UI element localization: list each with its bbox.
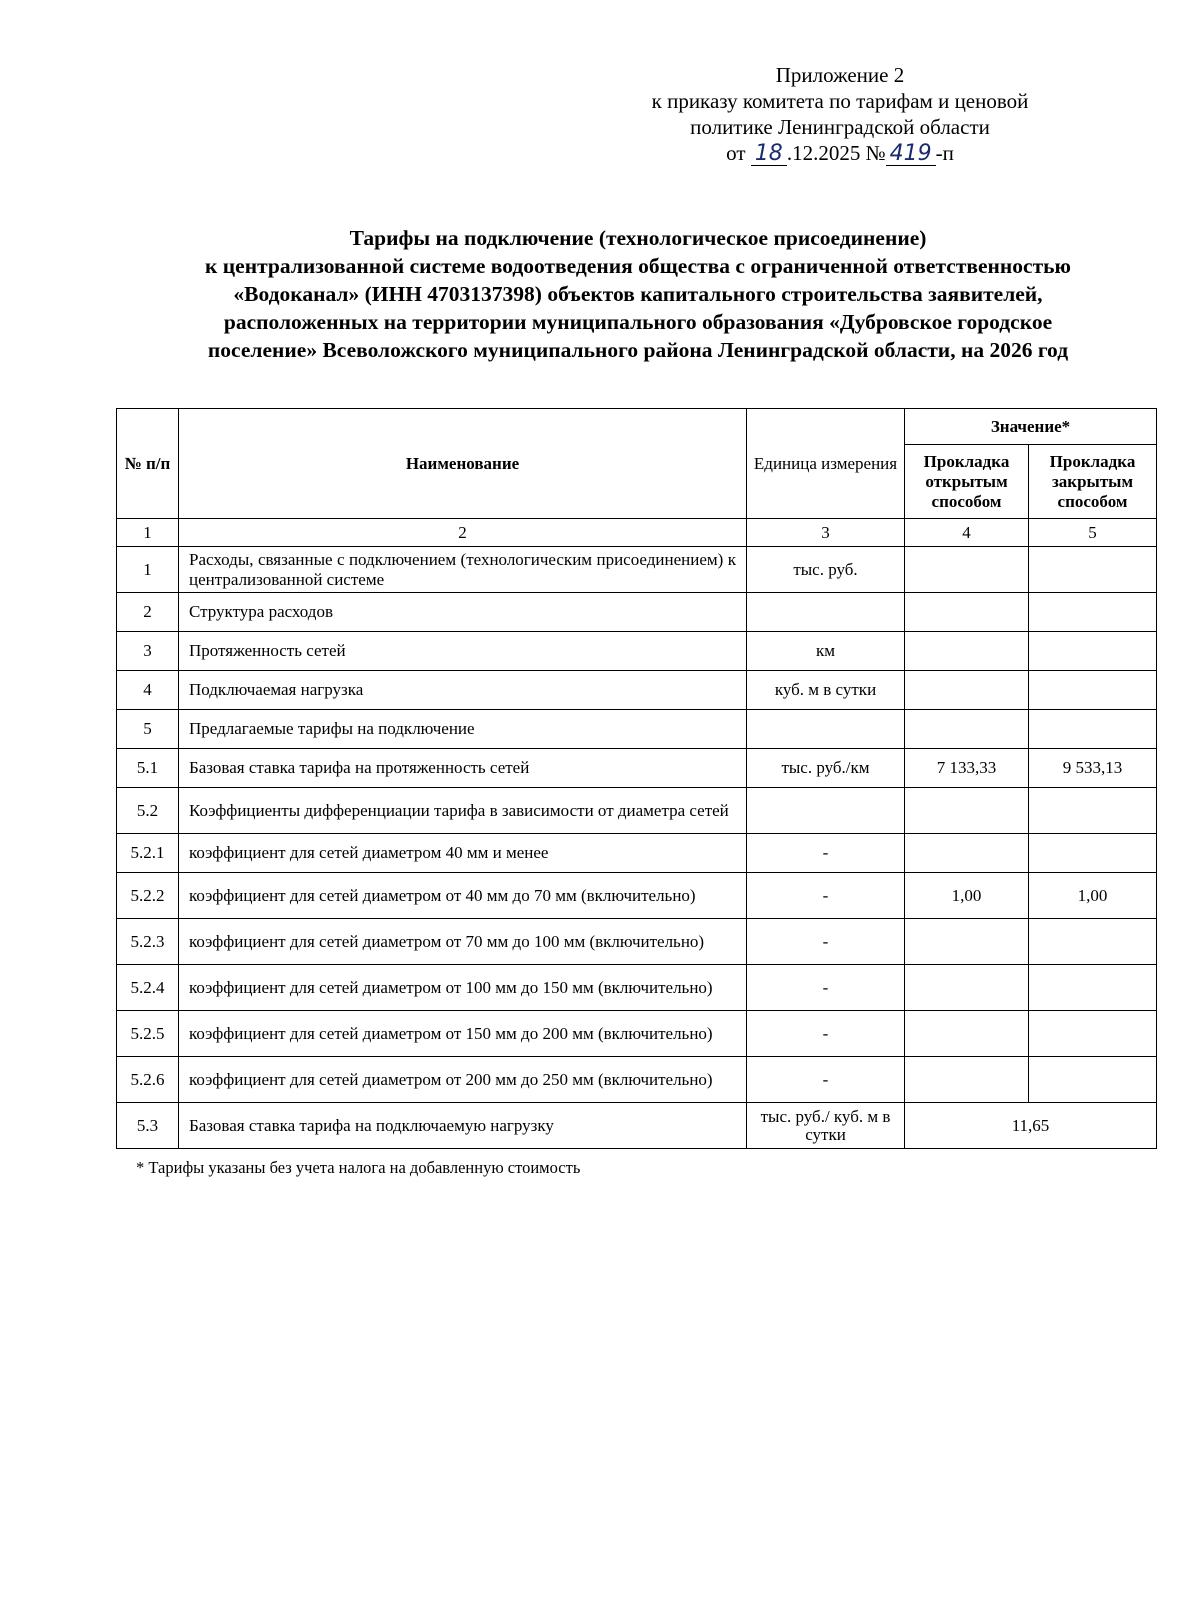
date-rest: .12.2025 № <box>786 141 886 165</box>
title-line-4: расположенных на территории муниципального образования «Дубровское городское <box>223 310 1053 334</box>
table-row <box>117 788 1157 834</box>
row-unit: - <box>747 965 905 1011</box>
date-prefix: от <box>726 141 746 165</box>
table-row <box>117 873 1157 919</box>
row-num: 3 <box>117 632 179 671</box>
table-row <box>117 593 1157 632</box>
row-closed: 9 533,13 <box>1029 749 1157 788</box>
order-number: 419 <box>886 143 936 166</box>
row-name: Расходы, связанные с подключением (технологическим присоединением) к централизованной системе <box>179 547 747 593</box>
table-row <box>117 749 1157 788</box>
row-num: 5.2.6 <box>117 1057 179 1103</box>
row-name: Протяженность сетей <box>179 632 747 671</box>
title-line-1: Тарифы на подключение (технологическое присоединение) <box>349 226 927 250</box>
row-num: 4 <box>117 671 179 710</box>
row-num: 5.2 <box>117 788 179 834</box>
row-unit <box>747 788 905 834</box>
header-closed: Прокладка закрытым способом <box>1029 445 1157 519</box>
row-closed <box>1029 593 1157 632</box>
row-name: коэффициент для сетей диаметром от 150 мм до 200 мм (включительно) <box>179 1011 747 1057</box>
row-name: коэффициент для сетей диаметром от 200 мм до 250 мм (включительно) <box>179 1057 747 1103</box>
row-open: 1,00 <box>905 873 1029 919</box>
row-name: Предлагаемые тарифы на подключение <box>179 710 747 749</box>
row-name: коэффициент для сетей диаметром 40 мм и менее <box>179 834 747 873</box>
row-name: коэффициент для сетей диаметром от 100 мм до 150 мм (включительно) <box>179 965 747 1011</box>
row-value-merged: 11,65 <box>905 1103 1157 1149</box>
row-name: Базовая ставка тарифа на подключаемую нагрузку <box>179 1103 747 1149</box>
row-unit: - <box>747 919 905 965</box>
row-num: 5.1 <box>117 749 179 788</box>
row-closed <box>1029 919 1157 965</box>
row-open <box>905 919 1029 965</box>
row-num: 5.2.1 <box>117 834 179 873</box>
row-open <box>905 1011 1029 1057</box>
row-name: Коэффициенты дифференциации тарифа в зависимости от диаметра сетей <box>179 788 747 834</box>
appendix-header <box>600 62 1080 166</box>
header-unit: Единица измерения <box>747 409 905 519</box>
header-num: № п/п <box>117 409 179 519</box>
row-unit <box>747 710 905 749</box>
table-row <box>117 632 1157 671</box>
row-unit: км <box>747 632 905 671</box>
row-num: 5 <box>117 710 179 749</box>
row-name: коэффициент для сетей диаметром от 40 мм до 70 мм (включительно) <box>179 873 747 919</box>
row-closed <box>1029 547 1157 593</box>
row-open: 7 133,33 <box>905 749 1029 788</box>
table-row <box>117 710 1157 749</box>
row-unit: куб. м в сутки <box>747 671 905 710</box>
col-number: 5 <box>1029 519 1157 547</box>
row-num: 5.2.5 <box>117 1011 179 1057</box>
row-closed <box>1029 1057 1157 1103</box>
row-open <box>905 632 1029 671</box>
col-number: 3 <box>747 519 905 547</box>
appendix-line-2: к приказу комитета по тарифам и ценовой <box>651 89 1029 113</box>
col-number: 4 <box>905 519 1029 547</box>
row-unit <box>747 593 905 632</box>
table-row <box>117 834 1157 873</box>
row-closed <box>1029 834 1157 873</box>
title-line-3: «Водоканал» (ИНН 4703137398) объектов капитального строительства заявителей, <box>233 282 1043 306</box>
table-row <box>117 547 1157 593</box>
title-line-2: к централизованной системе водоотведения общества с ограниченной ответственностью <box>205 254 1071 278</box>
row-num: 1 <box>117 547 179 593</box>
row-closed <box>1029 965 1157 1011</box>
date-day: 18 <box>751 143 787 166</box>
row-unit: - <box>747 1011 905 1057</box>
row-unit: тыс. руб./км <box>747 749 905 788</box>
col-number: 2 <box>179 519 747 547</box>
row-unit: тыс. руб./ куб. м в сутки <box>747 1103 905 1149</box>
row-unit: - <box>747 834 905 873</box>
table-row <box>117 919 1157 965</box>
table-row <box>117 1057 1157 1103</box>
document-title <box>118 224 1158 364</box>
header-open: Прокладка открытым способом <box>905 445 1029 519</box>
row-num: 5.2.3 <box>117 919 179 965</box>
table-row <box>117 671 1157 710</box>
row-open <box>905 834 1029 873</box>
footnote: * Тарифы указаны без учета налога на добавленную стоимость <box>136 1158 581 1177</box>
table-row <box>117 965 1157 1011</box>
table-row-total <box>117 1103 1157 1149</box>
title-line-5: поселение» Всеволожского муниципального района Ленинградской области, на 2026 год <box>207 338 1069 362</box>
row-name: коэффициент для сетей диаметром от 70 мм до 100 мм (включительно) <box>179 919 747 965</box>
row-closed <box>1029 632 1157 671</box>
row-open <box>905 1057 1029 1103</box>
row-open <box>905 965 1029 1011</box>
header-name: Наименование <box>179 409 747 519</box>
row-closed: 1,00 <box>1029 873 1157 919</box>
row-unit: тыс. руб. <box>747 547 905 593</box>
row-name: Структура расходов <box>179 593 747 632</box>
row-name: Подключаемая нагрузка <box>179 671 747 710</box>
row-num: 5.2.2 <box>117 873 179 919</box>
row-num: 5.2.4 <box>117 965 179 1011</box>
appendix-line-1: Приложение 2 <box>775 63 905 87</box>
header-value: Значение* <box>905 409 1157 445</box>
row-open <box>905 788 1029 834</box>
appendix-line-3: политике Ленинградской области <box>690 115 990 139</box>
tariffs-table <box>116 408 1157 1149</box>
table-row <box>117 1011 1157 1057</box>
row-open <box>905 593 1029 632</box>
row-unit: - <box>747 873 905 919</box>
row-closed <box>1029 1011 1157 1057</box>
order-suffix: -п <box>935 141 954 165</box>
column-numbers-row <box>117 519 1157 547</box>
row-num: 2 <box>117 593 179 632</box>
col-number: 1 <box>117 519 179 547</box>
row-closed <box>1029 710 1157 749</box>
row-num: 5.3 <box>117 1103 179 1149</box>
row-open <box>905 671 1029 710</box>
row-name: Базовая ставка тарифа на протяженность сетей <box>179 749 747 788</box>
appendix-date-line <box>600 140 1080 166</box>
row-open <box>905 547 1029 593</box>
row-closed <box>1029 671 1157 710</box>
row-open <box>905 710 1029 749</box>
row-unit: - <box>747 1057 905 1103</box>
row-closed <box>1029 788 1157 834</box>
